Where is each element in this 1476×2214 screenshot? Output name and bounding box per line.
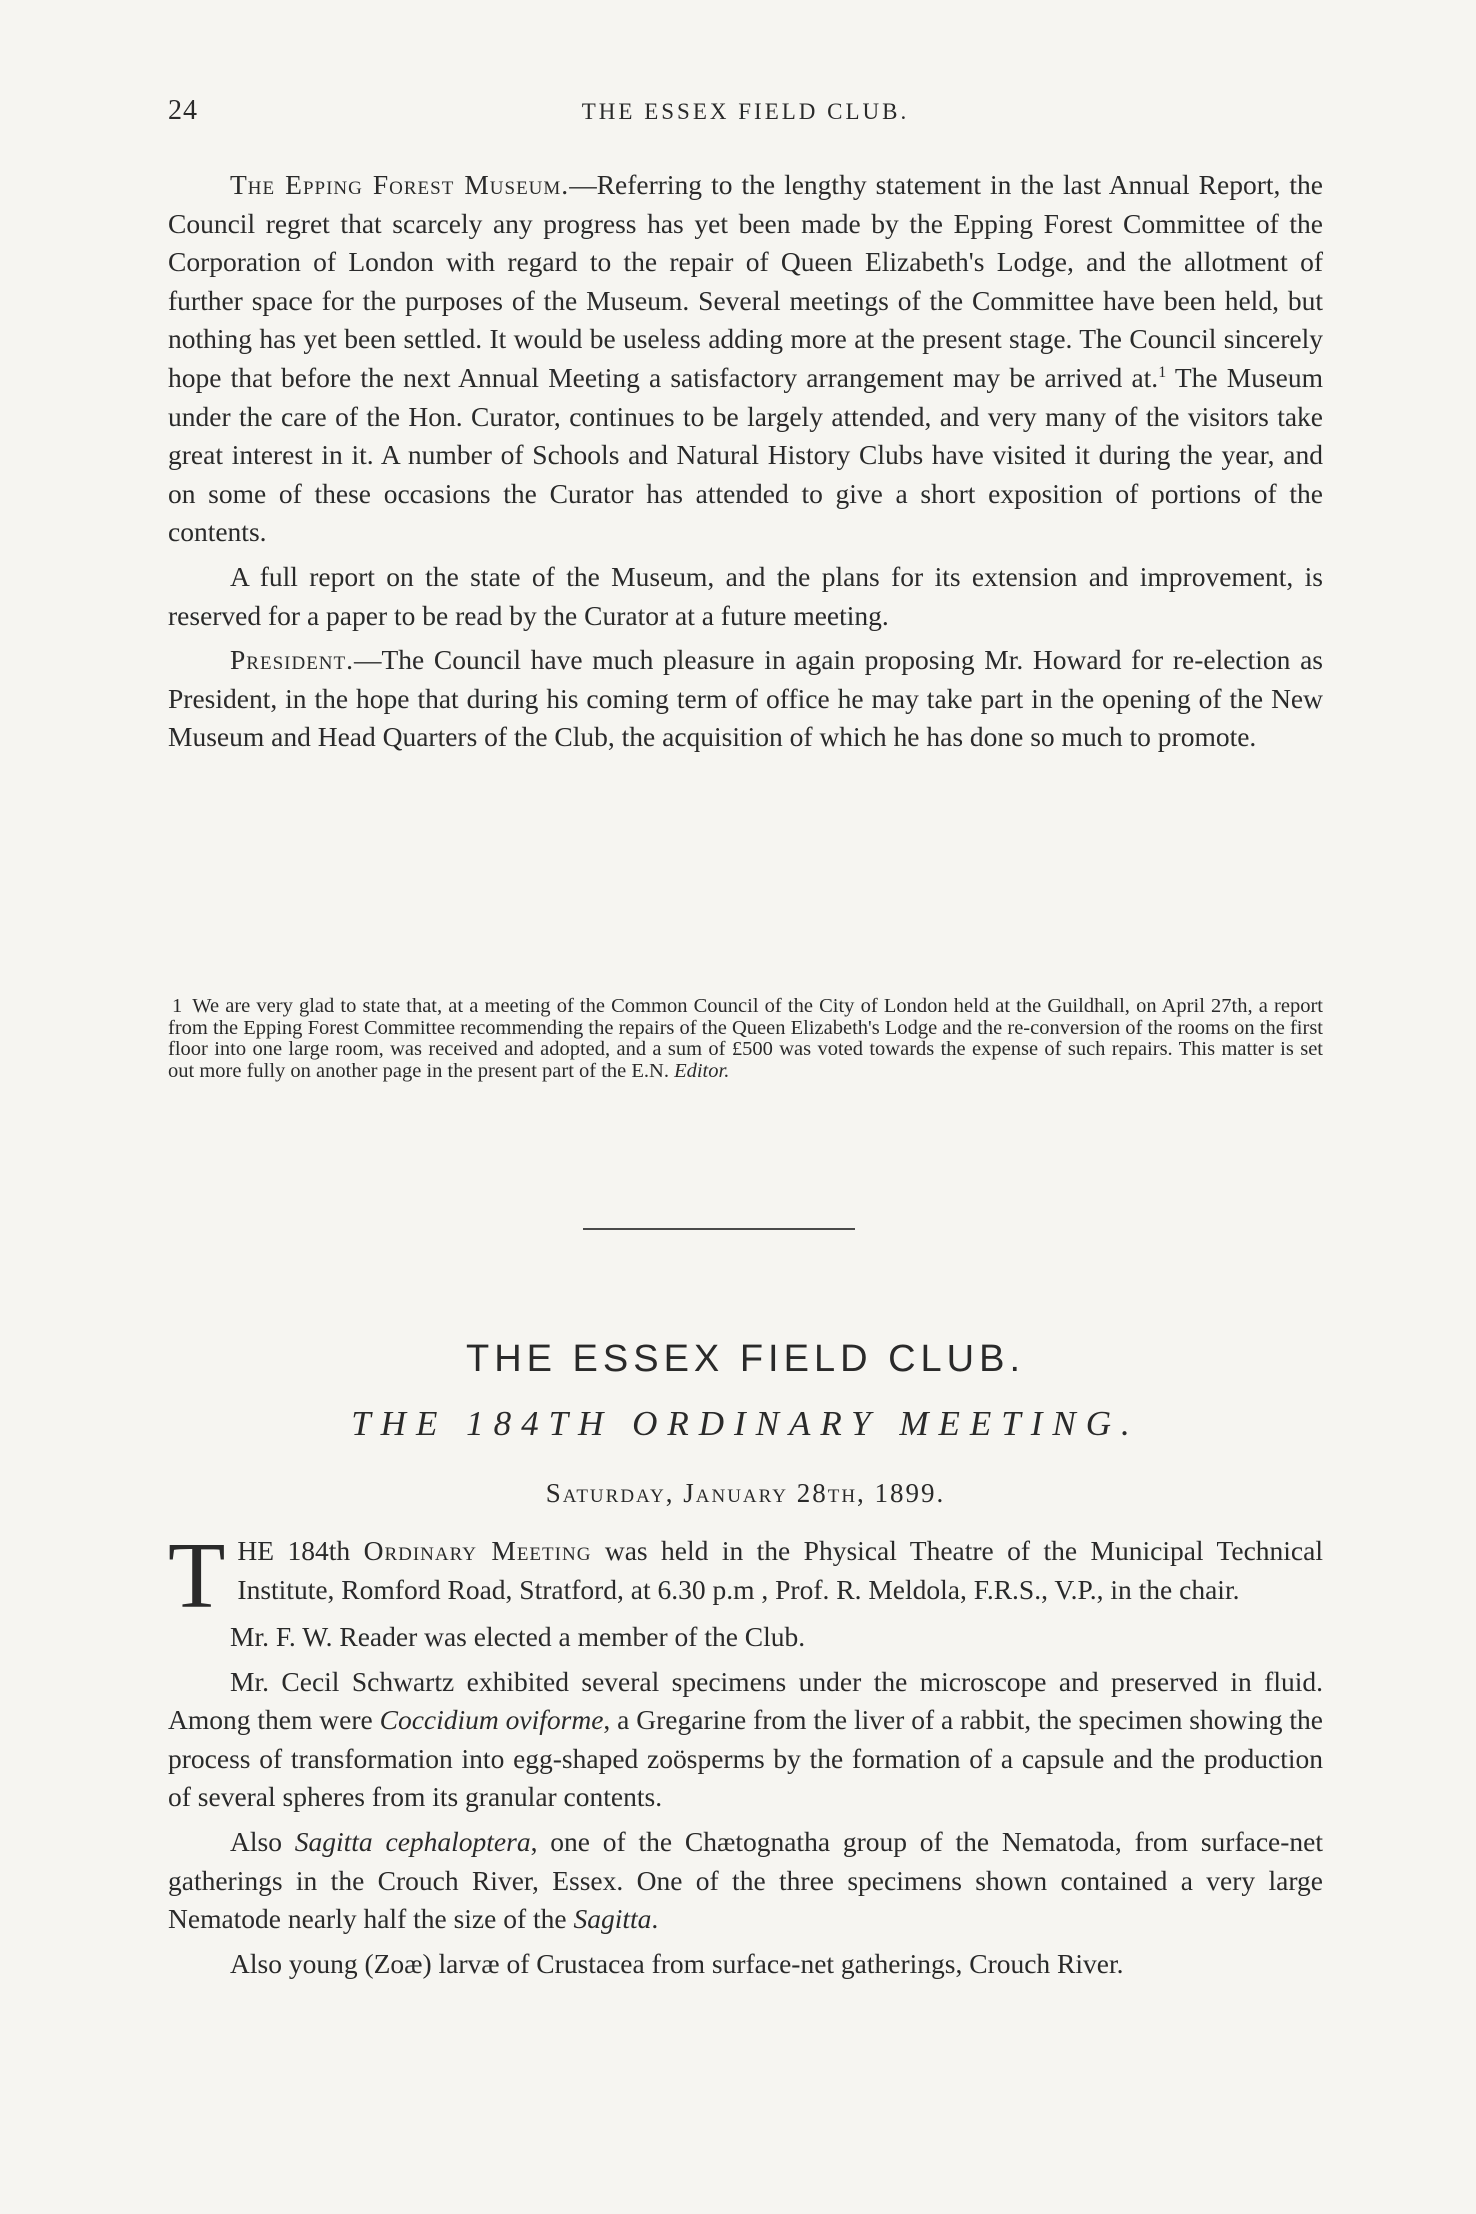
footnote <box>168 996 1323 1083</box>
meeting-intro-b: was held in the Physical Theatre of the Municipal Technical Institute, Romford Road, Stratford, at 6.30 p.m , Prof. R. Meldola, F.R.S., V.P., in the chair. <box>237 1535 1323 1605</box>
museum-section <box>168 166 1323 757</box>
sagitta-genus: Sagitta <box>573 1903 652 1935</box>
footnote-reference: 1 <box>1158 363 1167 381</box>
sagitta-paragraph <box>168 1823 1323 1939</box>
sagitta-text-b: , one of the Chætognatha group of the Nematoda, from surface-net gatherings in the Crouch River, Essex. One of the three specimens shown contained a very large Nematode nearly half the size of the <box>168 1825 1323 1935</box>
zoae-paragraph: Also young (Zoæ) larvæ of Crustacea from surface-net gatherings, Crouch River. <box>230 1947 1124 1979</box>
museum-paragraph-1 <box>168 166 1323 552</box>
member-paragraph: Mr. F. W. Reader was elected a member of the Club. <box>230 1621 806 1652</box>
club-heading: THE ESSEX FIELD CLUB. <box>465 1338 1025 1380</box>
museum-text-b: The Museum under the care of the Hon. Curator, continues to be largely attended, and very many of the visitors take great interest in it. A number of Schools and Natural History Clubs have visited it during the year, and on some of these occasions the Curator has attended to give a short exposition of portions of the contents. <box>168 361 1323 548</box>
meeting-intro-paragraph <box>168 1524 1323 1628</box>
meeting-intro-smallcaps: Ordinary Meeting <box>363 1535 592 1566</box>
sagitta-text-a: Also <box>230 1825 295 1857</box>
footnote-text: We are very glad to state that, at a meeting of the Common Council of the City of London held at the Guildhall, on April 27th, a report from the Epping Forest Committee recommending the repairs of the Queen Elizabeth's Lodge and the re-conversion of the rooms on the first floor into one large room, was received and adopted, and a sum of £500 was voted towards the expense of such repairs. This matter is set out more fully on another page in the present part of the E.N. <box>168 995 1323 1083</box>
sagitta-text-c: . <box>651 1903 659 1935</box>
museum-heading: The Epping Forest Museum. <box>230 169 570 200</box>
meeting-heading: THE 184TH ORDINARY MEETING. <box>351 1404 1140 1443</box>
president-text: —The Council have much pleasure in again proposing Mr. Howard for re-election as President, in the hope that during his coming term of office he may take part in the opening of the New Museum and Head Quarters of the Club, the acquisition of which he has done so much to promote. <box>168 644 1323 753</box>
footnote-number: 1 <box>172 995 183 1017</box>
footnote-signature: Editor. <box>674 1060 730 1083</box>
schwartz-species: Coccidium oviforme <box>379 1704 604 1736</box>
page-number: 24 <box>168 95 198 126</box>
museum-text-a: —Referring to the lengthy statement in the last Annual Report, the Council regret that scarcely any progress has yet been made by the Epping Forest Committee of the Corporation of London with regard to the repair of Queen Elizabeth's Lodge, and the allotment of further space for the purposes of the Museum. Several meetings of the Committee have been held, but nothing has yet been settled. It would be useless adding more at the present stage. The Council sincerely hope that before the next Annual Meeting a satisfactory arrangement may be arrived at. <box>168 169 1323 393</box>
sagitta-species: Sagitta cephaloptera <box>294 1825 531 1857</box>
schwartz-text-b: , a Gregarine from the liver of a rabbit, the specimen showing the process of transformation into egg-shaped zoösperms by the formation of a capsule and the production of several spheres from its granular contents. <box>168 1704 1323 1813</box>
section-divider <box>583 1228 855 1230</box>
museum-paragraph-2: A full report on the state of the Museum, and the plans for its extension and improvement, is reserved for a paper to be read by the Curator at a future meeting. <box>168 560 1323 631</box>
running-title: THE ESSEX FIELD CLUB. <box>581 99 910 124</box>
president-paragraph <box>168 641 1323 757</box>
schwartz-text-a: Mr. Cecil Schwartz exhibited several specimens under the microscope and preserved in fluid. Among them were <box>168 1665 1323 1736</box>
meeting-date: Saturday, January 28th, 1899. <box>545 1478 946 1508</box>
running-head <box>168 95 1323 135</box>
meeting-report <box>168 1524 1323 1983</box>
meeting-intro-a: HE 184th <box>237 1535 364 1566</box>
president-heading: President. <box>230 644 354 676</box>
schwartz-paragraph <box>168 1663 1323 1817</box>
drop-cap: T <box>168 1524 226 1628</box>
